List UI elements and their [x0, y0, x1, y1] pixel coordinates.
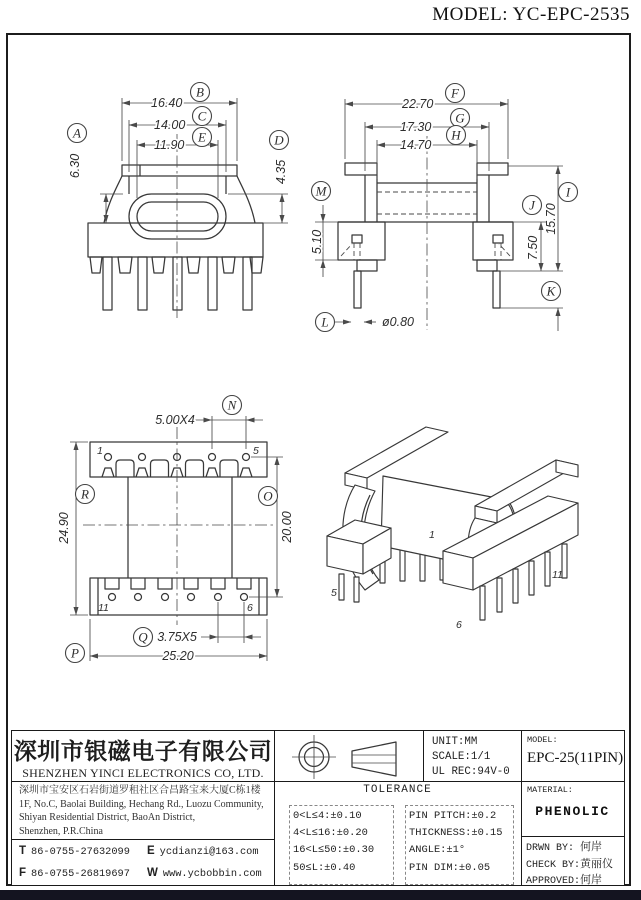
footer-bar — [0, 890, 641, 900]
material-label: MATERIAL: — [527, 785, 573, 795]
check-by-row: CHECK BY:黄丽仪 — [526, 857, 614, 871]
approved-by-row: APPROVED:何岸 — [526, 874, 603, 887]
balloon-R: R — [81, 486, 89, 502]
company-name-en: SHENZHEN YINCI ELECTRONICS CO, LTD. — [22, 766, 264, 780]
plan-view-drawing — [45, 385, 310, 675]
balloon-M: M — [315, 183, 327, 199]
iso-left-base-pins — [339, 574, 359, 602]
front-window-inner — [137, 202, 218, 231]
sheet-model-title: MODEL: YC-EPC-2535 — [432, 4, 630, 25]
iso-pin1-label: 1 — [429, 529, 435, 541]
plan-pin6-label: 6 — [247, 602, 253, 614]
phone-row: T 86-0755-27632099 — [19, 845, 130, 858]
dim-Q-value: 3.75X5 — [157, 630, 197, 644]
front-pins — [103, 257, 252, 310]
dim-B-value: 16.40 — [151, 96, 183, 110]
dim-F-value: 22.70 — [402, 97, 434, 111]
dim-G-value: 17.30 — [400, 120, 432, 134]
tolerance-rule: 0<L≤4:±0.10 — [293, 810, 362, 822]
balloon-F: F — [451, 85, 459, 101]
balloon-K: K — [546, 283, 556, 299]
plan-window-edges — [128, 477, 232, 578]
drawn-by-name: 何岸 — [580, 841, 603, 853]
phone-number: 86-0755-27632099 — [31, 846, 130, 858]
front-body-right-edge — [237, 176, 255, 223]
address-line-cn: 深圳市宝安区石岩街道罗租社区合昌路宝来大厦C栋1楼 — [19, 785, 261, 796]
front-base-flange — [88, 223, 263, 257]
balloon-H: H — [451, 127, 461, 143]
model-cell — [521, 731, 624, 781]
drawn-by-row: DRWN BY: 何岸 — [526, 841, 603, 854]
side-left-ear — [345, 163, 377, 175]
website-row: W www.ycbobbin.com — [147, 867, 262, 880]
tolerance-rule: 4<L≤16:±0.20 — [293, 827, 368, 840]
model-value: EPC-25(11PIN) — [527, 750, 624, 766]
scale-value: SCALE:1/1 — [432, 751, 491, 763]
check-by-name: 黄丽仪 — [580, 857, 614, 870]
balloon-C: C — [197, 108, 207, 124]
dim-L-value: ø0.80 — [382, 315, 414, 329]
dim-E-value: 11.90 — [154, 138, 185, 152]
tolerance-length-box — [289, 805, 394, 885]
fax-number: 86-0755-26819697 — [31, 868, 130, 880]
front-top-flange — [122, 165, 237, 176]
unit-scale-cell — [423, 731, 530, 785]
front-window-outer — [129, 194, 226, 239]
email-row: E ycdianzi@163.com — [147, 845, 259, 858]
plan-bottom-teeth — [105, 578, 251, 589]
side-right-pin — [493, 271, 500, 308]
iso-pin11-label: 11 — [552, 569, 563, 581]
dim-P-value: 25.20 — [162, 649, 194, 663]
side-left-flange — [365, 175, 377, 222]
front-pin-stubs — [90, 257, 263, 273]
balloon-O: O — [263, 488, 273, 504]
dim-M-value: 5.10 — [310, 229, 324, 255]
dim-D-value: 4.35 — [274, 159, 288, 185]
company-header — [12, 731, 274, 781]
dim-I-value: 15.70 — [544, 203, 558, 235]
plan-pin11-label: 11 — [98, 602, 109, 614]
balloon-I: I — [565, 184, 571, 200]
dim-A-value: 6.30 — [68, 153, 82, 179]
plan-bottom-pin-holes — [109, 594, 248, 601]
side-view-drawing — [310, 78, 580, 348]
dim-H-value: 14.70 — [400, 138, 432, 152]
company-contacts — [12, 839, 281, 891]
address-line-2: Shiyan Residential District, BaoAn District, — [19, 812, 196, 823]
balloon-Q: Q — [138, 629, 148, 645]
fax-row: F 86-0755-26819697 — [19, 867, 130, 880]
ul-rec-value: UL REC:94V-0 — [432, 766, 510, 778]
balloon-A: A — [73, 125, 81, 141]
balloon-G: G — [455, 110, 465, 126]
address-line-1: 1F, No.C, Baolai Building, Hechang Rd., Luozu Community, — [19, 798, 264, 810]
tolerance-rule: PIN DIM:±0.05 — [409, 861, 491, 874]
dim-N-value: 5.00X4 — [155, 413, 195, 427]
tolerance-rule: THICKNESS:±0.15 — [409, 827, 503, 840]
balloon-B: B — [196, 84, 204, 100]
balloon-J: J — [529, 197, 535, 213]
tolerance-rule: PIN PITCH:±0.2 — [409, 810, 497, 822]
tolerance-rule: 50≤L:±0.40 — [293, 861, 356, 874]
iso-pin6-label: 6 — [456, 619, 462, 631]
balloon-D: D — [274, 132, 284, 148]
website-url: www.ycbobbin.com — [162, 868, 262, 880]
approved-by-name: 何岸 — [580, 874, 603, 886]
tolerance-title: TOLERANCE — [363, 784, 432, 796]
plan-pin5-label: 5 — [253, 445, 259, 457]
material-cell — [521, 781, 624, 836]
front-view-drawing — [55, 78, 310, 338]
balloon-E: E — [198, 129, 206, 145]
balloon-L: L — [321, 314, 329, 330]
dim-R-value: 24.90 — [57, 512, 71, 544]
signature-cell — [521, 836, 624, 889]
company-address — [12, 781, 275, 842]
side-right-flange — [477, 175, 489, 222]
unit-value: UNIT:MM — [432, 736, 478, 748]
tolerance-rule: 16<L≤50:±0.30 — [293, 844, 375, 857]
dim-J-value: 7.50 — [526, 235, 540, 261]
tolerance-rule: ANGLE:±1° — [409, 844, 466, 857]
side-right-ear — [477, 163, 508, 175]
company-name-cn: 深圳市银磁电子有限公司 — [13, 739, 273, 764]
projection-angle-icon — [274, 731, 423, 781]
material-value: PHENOLIC — [535, 804, 610, 819]
plan-pin1-label: 1 — [97, 445, 103, 457]
title-block — [11, 730, 625, 886]
model-label: MODEL: — [527, 735, 558, 745]
iso-pin5-label: 5 — [331, 587, 337, 599]
projection-symbol-cell — [274, 731, 423, 781]
dim-C-value: 14.00 — [154, 118, 186, 132]
tolerance-feature-box — [405, 805, 514, 885]
address-line-3: Shenzhen, P.R.China — [19, 825, 103, 837]
balloon-P: P — [71, 645, 79, 661]
dim-O-value: 20.00 — [280, 511, 294, 543]
email-address: ycdianzi@163.com — [159, 846, 259, 858]
balloon-N: N — [227, 397, 237, 413]
tolerance-section — [274, 781, 521, 885]
isometric-view-drawing — [325, 388, 625, 678]
side-left-pin — [354, 271, 361, 308]
front-body-left-edge — [104, 176, 122, 223]
